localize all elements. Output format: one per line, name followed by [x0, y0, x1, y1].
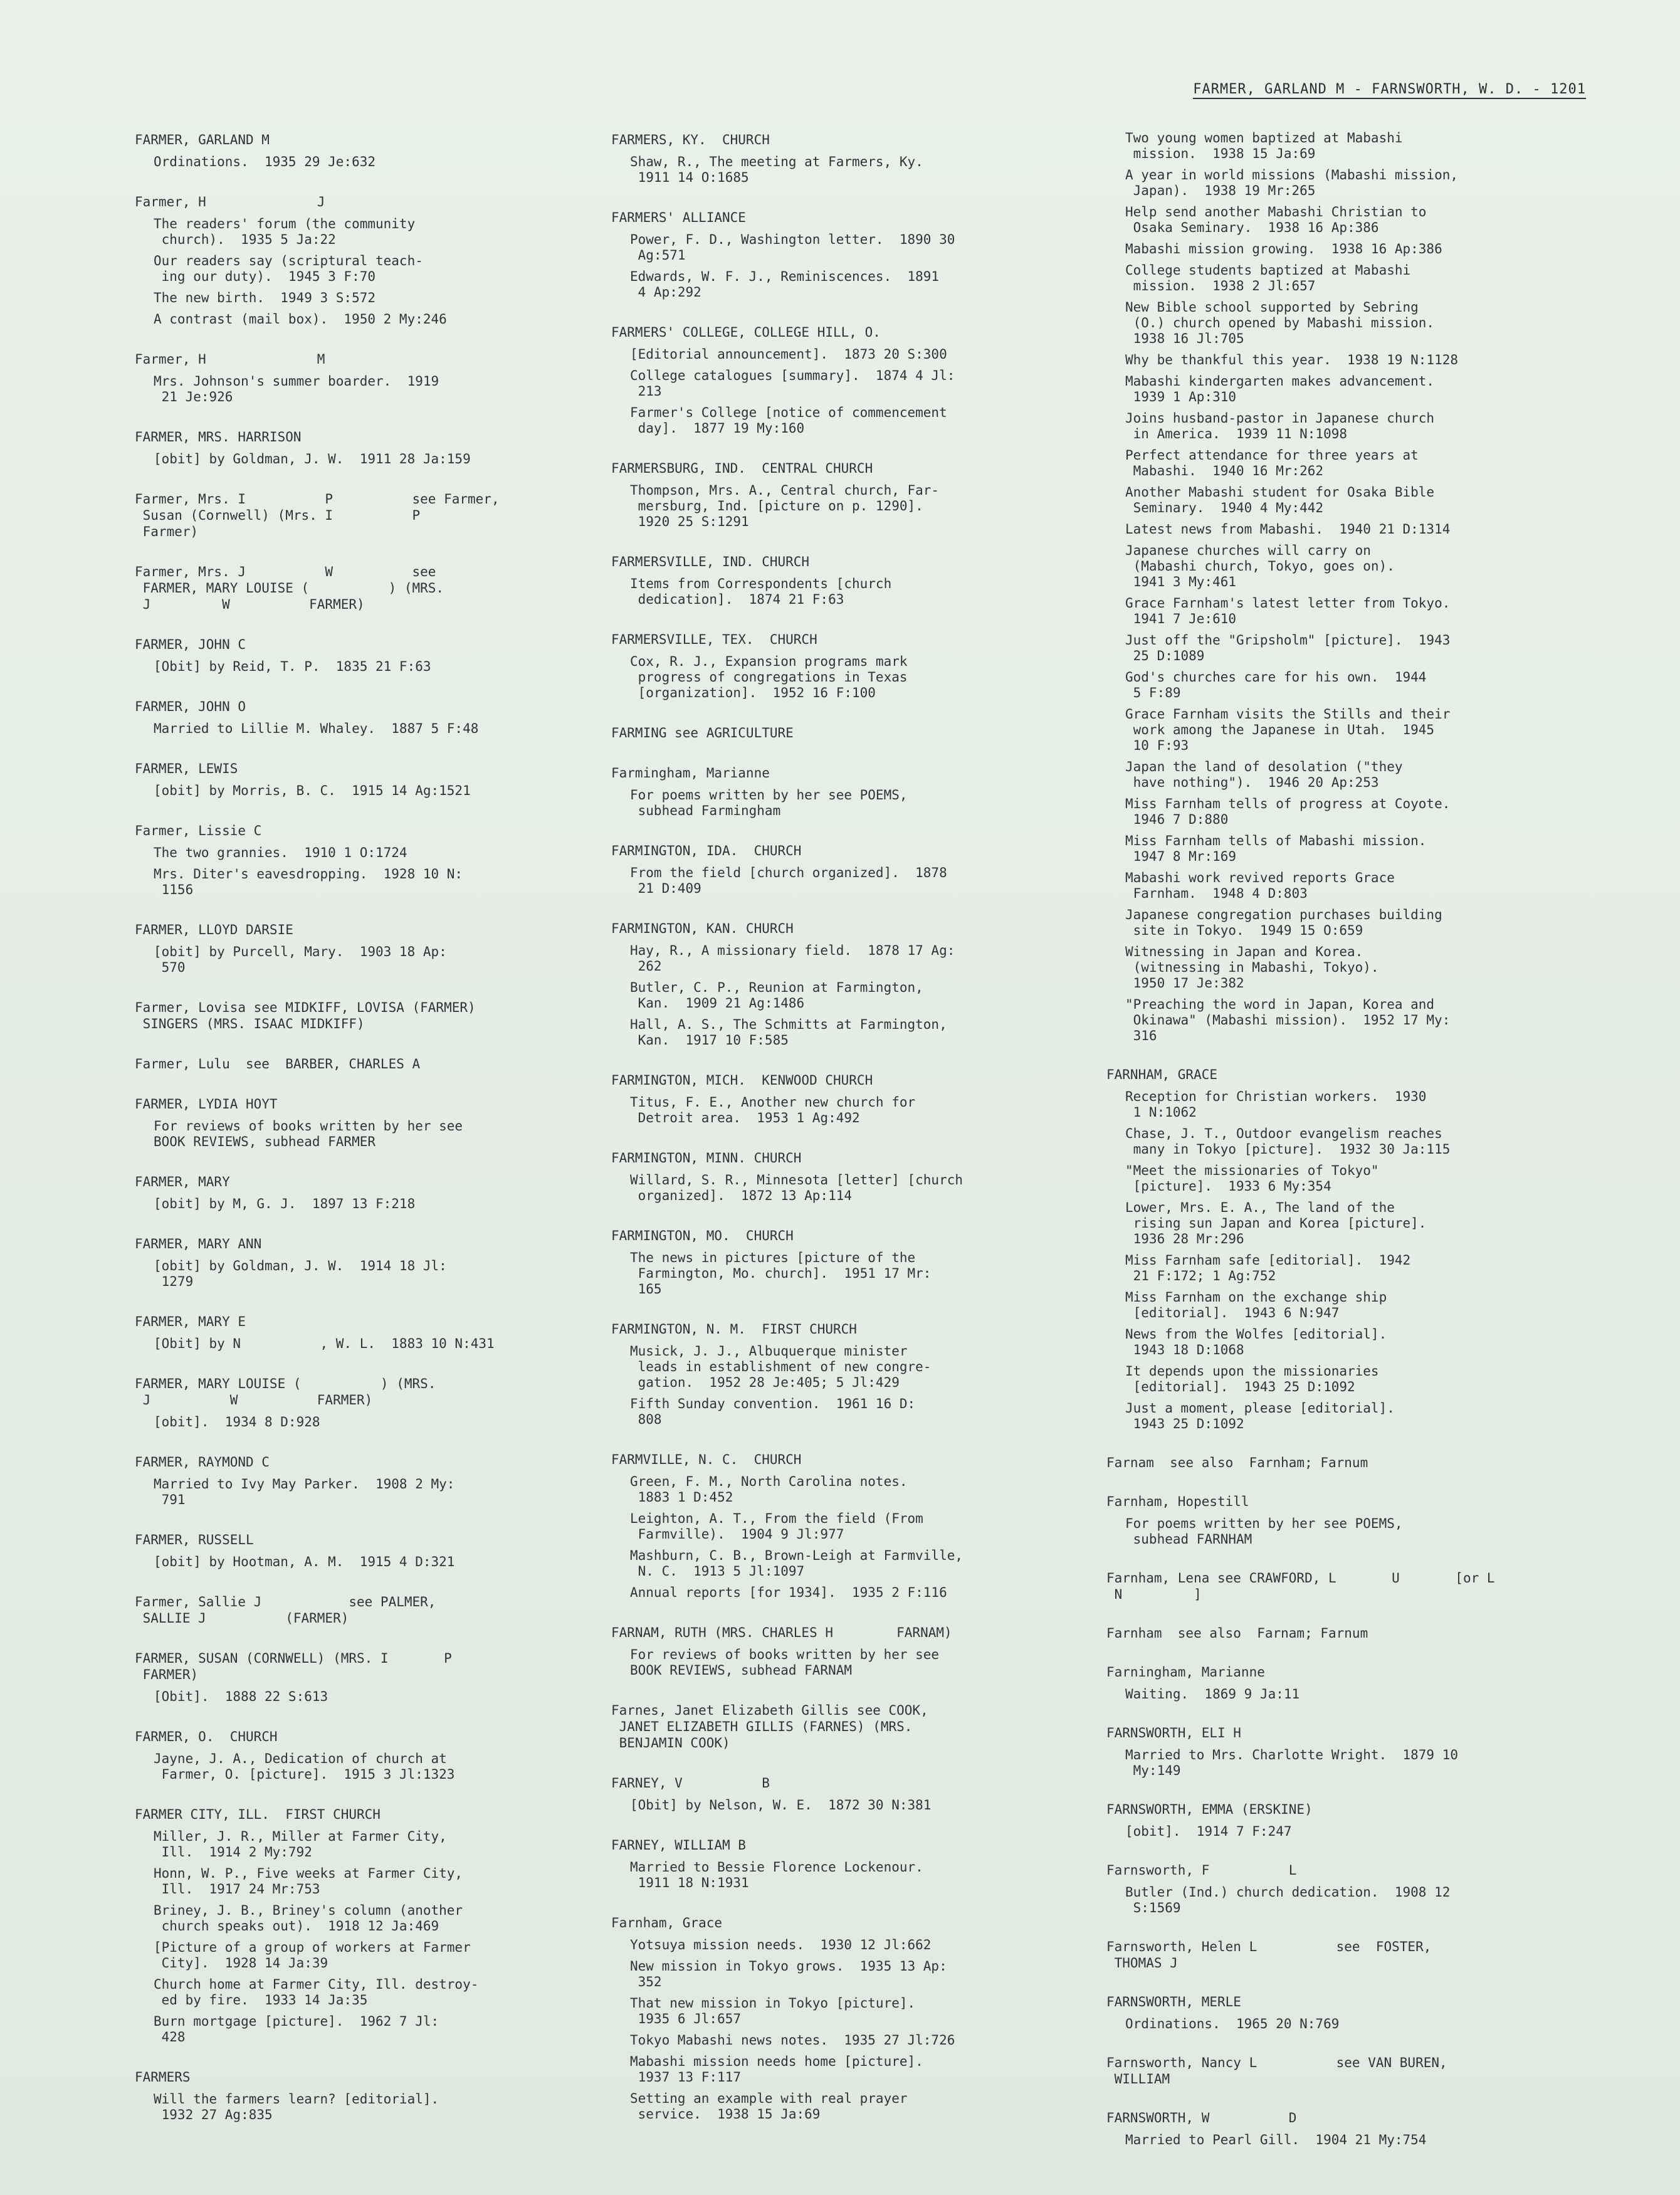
entry-heading: FARMER, MARY LOUISE ( ) (MRS. J W FARMER) [135, 1376, 436, 1408]
entry-heading: FARMINGTON, IDA. CHURCH [611, 843, 802, 858]
entry-citations [135, 216, 586, 327]
citation: For poems written by her see POEMS, subhead Farmingham [630, 787, 908, 818]
entry-citations [611, 1647, 1063, 1678]
citation: Japan the land of desolation ("they have nothing"). 1946 20 Ap:253 [1125, 759, 1403, 790]
citation: Will the farmers learn? [editorial]. 1932 27 Ag:835 [154, 2092, 439, 2122]
entry-heading: Farnham see also Farnam; Farnum [1106, 1626, 1368, 1641]
entry-citations [135, 1119, 586, 1150]
entry-citations [611, 1172, 1063, 1204]
entry-heading: Farmer, Mrs. J W see FARMER, MARY LOUISE ( ) (MRS. J W FARMER) [135, 564, 444, 612]
entry-citations [611, 1095, 1063, 1126]
index-entry [135, 132, 586, 170]
entry-heading: FARMERS, KY. CHURCH [611, 132, 770, 147]
index-entry [1106, 1801, 1583, 1840]
index-entry [611, 460, 1063, 530]
citation: Perfect attendance for three years at Mabashi. 1940 16 Mr:262 [1125, 448, 1419, 478]
citation: Married to Lillie M. Whaley. 1887 5 F:48 [154, 721, 479, 736]
index-entry [1106, 1725, 1583, 1779]
citation: Grace Farnham visits the Stills and their work among the Japanese in Utah. 1945 10 F:93 [1125, 707, 1451, 753]
entry-citations [135, 1336, 586, 1352]
index-entry [611, 631, 1063, 701]
entry-heading: FARMER, RAYMOND C [135, 1455, 270, 1470]
entry-citations [135, 1751, 586, 1782]
index-entry [611, 725, 1063, 741]
citation: Latest news from Mabashi. 1940 21 D:1314 [1125, 522, 1451, 537]
index-entry [135, 1532, 586, 1570]
entry-heading: FARMINGTON, MINN. CHURCH [611, 1150, 802, 1166]
entry-heading: Farmer, Mrs. I P see Farmer, Susan (Cornwell) (Mrs. I P Farmer) [135, 492, 500, 539]
entry-citations [611, 347, 1063, 436]
citation: Miller, J. R., Miller at Farmer City, Ill. 1914 2 My:792 [154, 1829, 447, 1860]
entry-heading: FARMER, MARY [135, 1174, 230, 1189]
entry-heading: FARMER, JOHN O [135, 699, 246, 714]
citation: Yotsuya mission needs. 1930 12 Jl:662 [630, 1937, 932, 1952]
entry-citations [1106, 1687, 1583, 1702]
citation: Mabashi work revived reports Grace Farnham. 1948 4 D:803 [1125, 870, 1395, 901]
entry-heading: FARMER, MARY E [135, 1314, 246, 1329]
entry-heading: FARNSWORTH, MERLE [1106, 1994, 1241, 2009]
citation: The new birth. 1949 3 S:572 [154, 290, 376, 305]
entry-citations [611, 865, 1063, 897]
entry-citations [1106, 1885, 1583, 1916]
citation: Mabashi mission needs home [picture]. 1937 13 F:117 [630, 2054, 923, 2085]
entry-citations [135, 2092, 586, 2123]
citation: Fifth Sunday convention. 1961 16 D: 808 [630, 1396, 916, 1427]
citation: The readers' forum (the community church). 1935 5 Ja:22 [154, 216, 416, 247]
citation: Jayne, J. A., Dedication of church at Farmer, O. [picture]. 1915 3 Jl:1323 [154, 1751, 455, 1782]
entry-heading: FARMINGTON, N. M. FIRST CHURCH [611, 1322, 857, 1337]
citation: Leighton, A. T., From the field (From Farmville). 1904 9 Jl:977 [630, 1511, 923, 1542]
entry-heading: Farnsworth, Helen L see FOSTER, THOMAS J [1106, 1939, 1432, 1971]
index-entry [611, 1150, 1063, 1204]
index-entry [135, 1594, 586, 1626]
entry-citations [1106, 1747, 1583, 1779]
citation: Joins husband-pastor in Japanese church in America. 1939 11 N:1098 [1125, 411, 1435, 441]
citation: Titus, F. E., Another new church for Detroit area. 1953 1 Ag:492 [630, 1095, 916, 1125]
entry-citations [1106, 1089, 1583, 1432]
entry-citations [1106, 1824, 1583, 1840]
citation: Help send another Mabashi Christian to Osaka Seminary. 1938 16 Ap:386 [1125, 204, 1427, 235]
citation: From the field [church organized]. 1878 21 D:409 [630, 865, 947, 896]
index-entry [135, 2069, 586, 2123]
index-entry [135, 1096, 586, 1150]
entry-citations [611, 1937, 1063, 2122]
citation: Honn, W. P., Five weeks at Farmer City, Ill. 1917 24 Mr:753 [154, 1866, 463, 1897]
entry-citations [135, 1258, 586, 1290]
index-entry [611, 1837, 1063, 1891]
index-entry [611, 920, 1063, 1048]
entry-citations [135, 451, 586, 467]
entry-citations [135, 1554, 586, 1570]
citation: Miss Farnham safe [editorial]. 1942 21 F:172; 1 Ag:752 [1125, 1253, 1411, 1283]
entry-heading: Farmer, H J [135, 194, 325, 209]
entry-heading: Farmer, Lissie C [135, 823, 262, 838]
index-entry [1106, 1493, 1583, 1547]
citation: Tokyo Mabashi news notes. 1935 27 Jl:726 [630, 2033, 955, 2048]
entry-citations [611, 483, 1063, 530]
citation: [obit] by M, G. J. 1897 13 F:218 [154, 1196, 416, 1211]
entry-heading: FARMERSBURG, IND. CENTRAL CHURCH [611, 461, 873, 476]
citation: A year in world missions (Mabashi mission, Japan). 1938 19 Mr:265 [1125, 167, 1459, 198]
citation: Chase, J. T., Outdoor evangelism reaches many in Tokyo [picture]. 1932 30 Ja:115 [1125, 1126, 1451, 1157]
index-entry [1106, 1066, 1583, 1432]
citation: "Preaching the word in Japan, Korea and Okinawa" (Mabashi mission). 1952 17 My: 316 [1125, 997, 1451, 1043]
index-entry [1106, 1625, 1583, 1641]
index-entry [135, 999, 586, 1032]
citation: Two young women baptized at Mabashi mission. 1938 15 Ja:69 [1125, 130, 1403, 161]
citation: Our readers say (scriptural teach- ing our duty). 1945 3 F:70 [154, 253, 423, 284]
index-entry [1106, 1939, 1583, 1971]
entry-heading: FARMING see AGRICULTURE [611, 725, 794, 740]
citation: Miss Farnham tells of Mabashi mission. 1947 8 Mr:169 [1125, 833, 1427, 864]
citation: The news in pictures [picture of the Farmington, Mo. church]. 1951 17 Mr: 165 [630, 1250, 932, 1297]
index-entry [1106, 1455, 1583, 1471]
citation: Mrs. Johnson's summer boarder. 1919 21 Je:926 [154, 374, 439, 404]
citation: Cox, R. J., Expansion programs mark progress of congregations in Texas [organization]. 1952 16 F:100 [630, 654, 908, 700]
index-entry [611, 843, 1063, 897]
entry-heading: FARMER, MARY ANN [135, 1236, 262, 1251]
citation: Mabashi kindergarten makes advancement. 1939 1 Ap:310 [1125, 374, 1435, 404]
citation: Butler, C. P., Reunion at Farmington, Kan. 1909 21 Ag:1486 [630, 980, 923, 1011]
citation: Married to Pearl Gill. 1904 21 My:754 [1125, 2132, 1427, 2147]
entry-citations [1106, 1516, 1583, 1547]
column-2 [611, 132, 1063, 2146]
entry-heading: FARMER, LEWIS [135, 761, 238, 776]
index-entry [135, 823, 586, 898]
entry-citations [135, 944, 586, 976]
index-entry [611, 1915, 1063, 2122]
citation: "Meet the missionaries of Tokyo" [picture]. 1933 6 My:354 [1125, 1163, 1379, 1194]
entry-citations [135, 783, 586, 799]
index-entry [135, 1650, 586, 1705]
index-entry [135, 194, 586, 327]
entry-heading: FARMERSVILLE, IND. CHURCH [611, 554, 810, 569]
entry-citations [135, 374, 586, 405]
entry-citations [135, 1196, 586, 1212]
index-entry [135, 1236, 586, 1290]
citation: [Picture of a group of workers at Farmer City]. 1928 14 Ja:39 [154, 1940, 471, 1971]
index-entry [611, 1702, 1063, 1751]
citation: Green, F. M., North Carolina notes. 1883 1 D:452 [630, 1474, 908, 1505]
entry-heading: FARMVILLE, N. C. CHURCH [611, 1452, 802, 1467]
citation: Ordinations. 1935 29 Je:632 [154, 154, 376, 169]
index-entry [135, 1174, 586, 1212]
entry-citations [611, 1798, 1063, 1813]
index-entry [135, 761, 586, 799]
citation: God's churches care for his own. 1944 5 F:89 [1125, 670, 1427, 700]
index-entry [135, 698, 586, 737]
index-entry [611, 1624, 1063, 1678]
entry-citations [611, 1344, 1063, 1428]
citation: For poems written by her see POEMS, subhead FARNHAM [1125, 1516, 1403, 1547]
citation: For reviews of books written by her see BOOK REVIEWS, subhead FARNAM [630, 1647, 940, 1678]
index-entry [1106, 1570, 1583, 1603]
entry-heading: Farmer, H M [135, 352, 325, 367]
column-1 [135, 132, 586, 2147]
index-entry [611, 1775, 1063, 1813]
index-entry [135, 636, 586, 675]
citation: Waiting. 1869 9 Ja:11 [1125, 1687, 1300, 1702]
citation: Married to Ivy May Parker. 1908 2 My: 791 [154, 1476, 455, 1507]
citation: Items from Correspondents [church dedication]. 1874 21 F:63 [630, 576, 892, 607]
entry-citations [135, 721, 586, 737]
entry-citations [135, 154, 586, 170]
index-entry [611, 132, 1063, 186]
citation: Witnessing in Japan and Korea. (witnessing in Mabashi, Tokyo). 1950 17 Je:382 [1125, 944, 1379, 991]
index-entry [135, 1454, 586, 1508]
index-entry [1106, 2110, 1583, 2148]
entry-citations [135, 845, 586, 898]
citation: Reception for Christian workers. 1930 1 N:1062 [1125, 1089, 1427, 1120]
index-entry [611, 1451, 1063, 1601]
entry-citations [135, 1689, 586, 1705]
citation: Why be thankful this year. 1938 19 N:1128 [1125, 352, 1459, 367]
citation: [Editorial announcement]. 1873 20 S:300 [630, 347, 947, 362]
index-entry [135, 1056, 586, 1072]
index-entry [611, 1228, 1063, 1297]
entry-citations [135, 659, 586, 675]
entry-heading: Farmer, Lovisa see MIDKIFF, LOVISA (FARMER) SINGERS (MRS. ISAAC MIDKIFF) [135, 1000, 476, 1031]
citation: [obit]. 1934 8 D:928 [154, 1414, 320, 1429]
entry-heading: FARMERS' ALLIANCE [611, 210, 746, 225]
citation: Butler (Ind.) church dedication. 1908 12 S:1569 [1125, 1885, 1451, 1915]
index-entry [611, 554, 1063, 608]
entry-heading: Farnsworth, F L [1106, 1863, 1297, 1878]
entry-citations [135, 1414, 586, 1430]
entry-heading: FARMINGTON, MO. CHURCH [611, 1228, 794, 1243]
entry-citations [1106, 2132, 1583, 2148]
entry-heading: FARNSWORTH, EMMA (ERSKINE) [1106, 1802, 1313, 1817]
index-entry [1106, 1862, 1583, 1916]
citation: [obit]. 1914 7 F:247 [1125, 1824, 1292, 1839]
entry-heading: FARNEY, WILLIAM B [611, 1838, 746, 1853]
index-entry [1106, 1664, 1583, 1702]
citation: Mabashi mission growing. 1938 16 Ap:386 [1125, 241, 1442, 256]
citation: Ordinations. 1965 20 N:769 [1125, 2016, 1340, 2031]
citation: [obit] by Goldman, J. W. 1911 28 Ja:159 [154, 451, 471, 466]
citation: Shaw, R., The meeting at Farmers, Ky. 1911 14 O:1685 [630, 154, 923, 185]
citation: [obit] by Hootman, A. M. 1915 4 D:321 [154, 1554, 455, 1569]
citation: Miss Farnham tells of progress at Coyote. 1946 7 D:880 [1125, 796, 1451, 827]
citation: For reviews of books written by her see BOOK REVIEWS, subhead FARMER [154, 1119, 463, 1149]
index-entry [611, 324, 1063, 436]
entry-citations [611, 1250, 1063, 1297]
entry-heading: Farmingham, Marianne [611, 766, 770, 781]
entry-heading: FARNEY, V B [611, 1776, 770, 1791]
citation: Thompson, Mrs. A., Central church, Far- mersburg, Ind. [picture on p. 1290]. 1920 25 S:1291 [630, 483, 940, 529]
index-entry [1106, 1994, 1583, 2032]
citation: Lower, Mrs. E. A., The land of the rising sun Japan and Korea [picture]. 1936 28 Mr:296 [1125, 1200, 1427, 1246]
entry-heading: Farmer, Lulu see BARBER, CHARLES A [135, 1056, 421, 1071]
citation: Mrs. Diter's eavesdropping. 1928 10 N: 1156 [154, 866, 463, 897]
citation: [obit] by Purcell, Mary. 1903 18 Ap: 570 [154, 944, 447, 975]
entry-citations [1106, 130, 1583, 1044]
citation: Mashburn, C. B., Brown-Leigh at Farmville, N. C. 1913 5 Jl:1097 [630, 1548, 963, 1579]
citation: New Bible school supported by Sebring (O.) church opened by Mabashi mission. 1938 16 Jl:705 [1125, 300, 1435, 346]
citation: Just off the "Gripsholm" [picture]. 1943 25 D:1089 [1125, 633, 1451, 663]
entry-heading: Farnham, Lena see CRAWFORD, L U [or L N ] [1106, 1571, 1495, 1602]
citation: Japanese churches will carry on (Mabashi church, Tokyo, goes on). 1941 3 My:461 [1125, 543, 1395, 589]
citation: That new mission in Tokyo [picture]. 1935 6 Jl:657 [630, 1996, 916, 2026]
citation: Just a moment, please [editorial]. 1943 25 D:1092 [1125, 1401, 1395, 1431]
entry-heading: FARNSWORTH, W D [1106, 2110, 1297, 2125]
citation: College students baptized at Mabashi mission. 1938 2 Jl:657 [1125, 263, 1411, 293]
index-entry [135, 1376, 586, 1430]
entry-heading: FARMER CITY, ILL. FIRST CHURCH [135, 1807, 381, 1822]
citation: [Obit] by Reid, T. P. 1835 21 F:63 [154, 659, 431, 674]
citation: Annual reports [for 1934]. 1935 2 F:116 [630, 1585, 947, 1600]
citation: Briney, J. B., Briney's column (another church speaks out). 1918 12 Ja:469 [154, 1903, 463, 1934]
entry-citations [611, 232, 1063, 300]
citation: New mission in Tokyo grows. 1935 13 Ap: 352 [630, 1959, 947, 1989]
entry-citations [611, 943, 1063, 1048]
entry-heading: Farnam see also Farnham; Farnum [1106, 1455, 1368, 1470]
entry-heading: FARMER, JOHN C [135, 637, 246, 652]
index-entry [135, 1806, 586, 2045]
entry-citations [611, 787, 1063, 819]
index-entry [135, 429, 586, 467]
entry-heading: FARMER, MRS. HARRISON [135, 429, 302, 445]
entry-heading: FARMER, SUSAN (CORNWELL) (MRS. I P FARMER) [135, 1651, 452, 1682]
entry-heading: FARMER, RUSSELL [135, 1532, 254, 1547]
citation: [Obit] by N , W. L. 1883 10 N:431 [154, 1336, 495, 1351]
citation: Hay, R., A missionary field. 1878 17 Ag: 262 [630, 943, 955, 974]
entry-heading: Farnes, Janet Elizabeth Gillis see COOK, JANET ELIZABETH GILLIS (FARNES) (MRS. BENJAMIN COOK) [611, 1703, 928, 1750]
index-entry [611, 765, 1063, 819]
citation: Hall, A. S., The Schmitts at Farmington, Kan. 1917 10 F:585 [630, 1017, 947, 1048]
citation: Married to Mrs. Charlotte Wright. 1879 10 My:149 [1125, 1747, 1459, 1778]
entry-heading: FARMINGTON, MICH. KENWOOD CHURCH [611, 1073, 873, 1088]
running-header: FARMER, GARLAND M - FARNSWORTH, W. D. - 1201 [1193, 82, 1586, 99]
citation: Married to Bessie Florence Lockenour. 1911 18 N:1931 [630, 1860, 923, 1890]
entry-heading: FARMER, LLOYD DARSIE [135, 922, 293, 937]
entry-citations [1106, 2016, 1583, 2032]
index-entry [135, 351, 586, 405]
entry-heading: FARMINGTON, KAN. CHURCH [611, 921, 794, 936]
citation: Setting an example with real prayer service. 1938 15 Ja:69 [630, 2091, 908, 2122]
index-entry [135, 564, 586, 613]
citation: Another Mabashi student for Osaka Bible Seminary. 1940 4 My:442 [1125, 485, 1435, 515]
citation: [Obit] by Nelson, W. E. 1872 30 N:381 [630, 1798, 932, 1813]
index-entry [135, 1729, 586, 1782]
index-entry [135, 491, 586, 540]
entry-citations [135, 1476, 586, 1508]
index-entry [135, 1313, 586, 1352]
entry-citations [611, 576, 1063, 608]
citation: Edwards, W. F. J., Reminiscences. 1891 4 Ap:292 [630, 269, 940, 300]
index-entry [1106, 130, 1583, 1044]
citation: The two grannies. 1910 1 O:1724 [154, 845, 407, 860]
entry-heading: FARMERS' COLLEGE, COLLEGE HILL, O. [611, 325, 881, 340]
citation: Willard, S. R., Minnesota [letter] [church organized]. 1872 13 Ap:114 [630, 1172, 963, 1203]
entry-heading: FARMER, LYDIA HOYT [135, 1097, 278, 1112]
column-3 [1106, 130, 1583, 2171]
entry-heading: FARNSWORTH, ELI H [1106, 1725, 1241, 1740]
entry-citations [611, 1860, 1063, 1891]
entry-heading: FARMER, GARLAND M [135, 132, 270, 147]
citation: A contrast (mail box). 1950 2 My:246 [154, 312, 447, 327]
citation: News from the Wolfes [editorial]. 1943 18 D:1068 [1125, 1327, 1387, 1357]
entry-heading: FARMER, O. CHURCH [135, 1729, 278, 1744]
citation: Musick, J. J., Albuquerque minister leads in establishment of new congre- gation. 1952 28 Je:405; 5 Jl:429 [630, 1344, 932, 1390]
entry-heading: FARNHAM, GRACE [1106, 1067, 1218, 1082]
entry-heading: Farnsworth, Nancy L see VAN BUREN, WILLIAM [1106, 2055, 1447, 2087]
entry-citations [611, 1474, 1063, 1601]
citation: College catalogues [summary]. 1874 4 Jl: 213 [630, 368, 955, 399]
entry-heading: FARMERS [135, 2070, 191, 2085]
entry-citations [135, 1829, 586, 2045]
citation: Church home at Farmer City, Ill. destroy- ed by fire. 1933 14 Ja:35 [154, 1977, 479, 2008]
citation: Japanese congregation purchases building site in Tokyo. 1949 15 O:659 [1125, 907, 1442, 938]
index-entry [611, 1072, 1063, 1126]
citation: [obit] by Goldman, J. W. 1914 18 Jl: 1279 [154, 1258, 447, 1289]
entry-heading: FARMERSVILLE, TEX. CHURCH [611, 632, 817, 647]
citation: Power, F. D., Washington letter. 1890 30 Ag:571 [630, 232, 955, 263]
citation: Farmer's College [notice of commencement day]. 1877 19 My:160 [630, 405, 947, 436]
citation: Burn mortgage [picture]. 1962 7 Jl: 428 [154, 2014, 439, 2045]
entry-citations [611, 154, 1063, 186]
citation: Grace Farnham's latest letter from Tokyo. 1941 7 Je:610 [1125, 596, 1451, 626]
index-entry [1106, 2055, 1583, 2087]
entry-heading: Farningham, Marianne [1106, 1665, 1265, 1680]
citation: [obit] by Morris, B. C. 1915 14 Ag:1521 [154, 783, 471, 798]
citation: Miss Farnham on the exchange ship [editorial]. 1943 6 N:947 [1125, 1290, 1387, 1320]
index-entry [611, 1321, 1063, 1428]
entry-heading: Farnham, Grace [611, 1915, 723, 1930]
citation: It depends upon the missionaries [editorial]. 1943 25 D:1092 [1125, 1364, 1379, 1394]
citation: [Obit]. 1888 22 S:613 [154, 1689, 328, 1704]
index-entry [135, 922, 586, 976]
index-entry [611, 209, 1063, 300]
entry-citations [611, 654, 1063, 701]
entry-heading: FARNAM, RUTH (MRS. CHARLES H FARNAM) [611, 1625, 952, 1640]
entry-heading: Farmer, Sallie J see PALMER, SALLIE J (FARMER) [135, 1594, 436, 1626]
entry-heading: Farnham, Hopestill [1106, 1494, 1249, 1509]
